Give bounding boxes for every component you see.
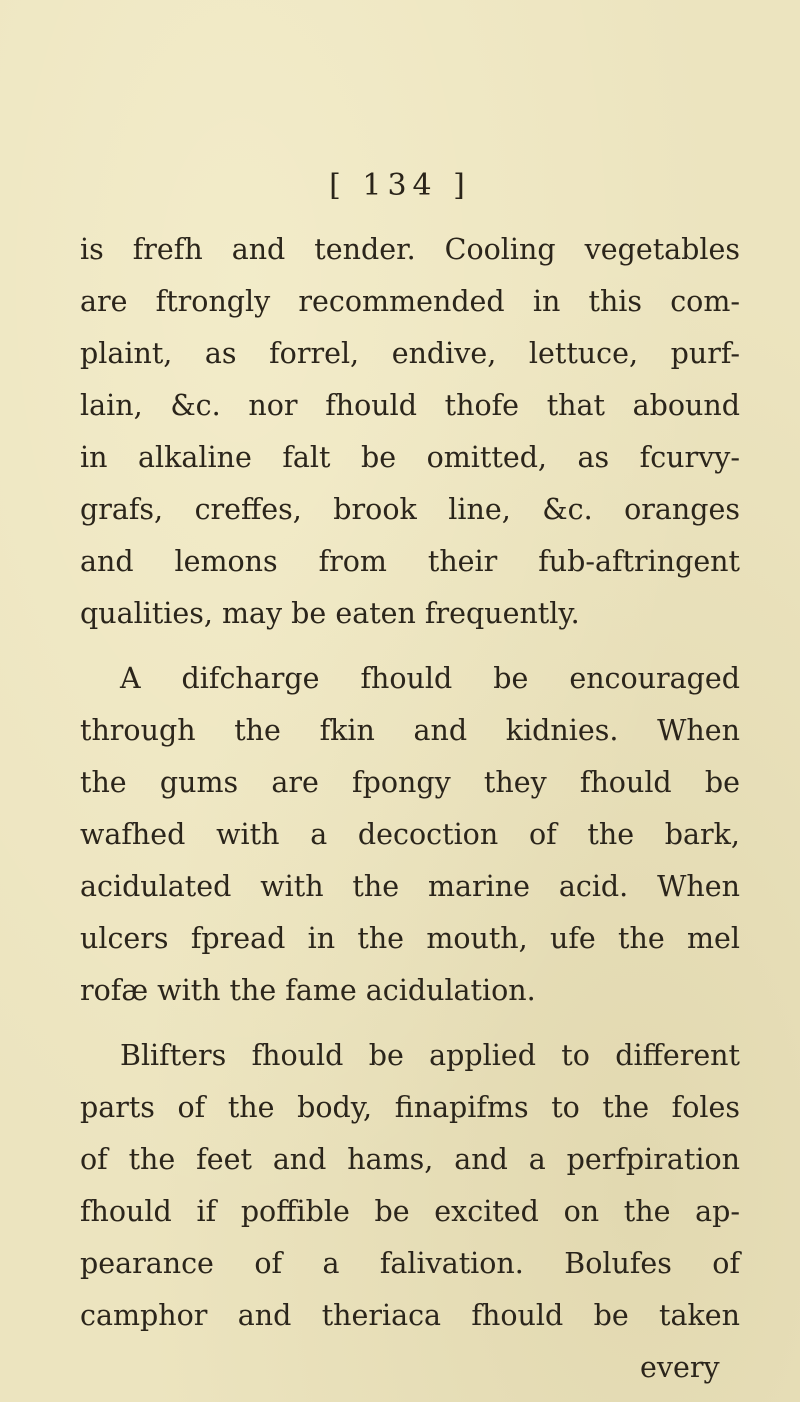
text-line: and lemons from their fub-aftringent <box>80 545 740 578</box>
text-line: acidulated with the marine acid. When <box>80 870 740 903</box>
text-line: pearance of a falivation. Bolufes of <box>80 1247 740 1280</box>
text-line: camphor and theriaca fhould be taken <box>80 1299 740 1332</box>
text-line: are ftrongly recommended in this com- <box>80 285 740 318</box>
text-line: wafhed with a decoction of the bark, <box>80 818 740 851</box>
text-line: the gums are fpongy they fhould be <box>80 766 740 799</box>
text-line: plaint, as forrel, endive, lettuce, purf- <box>80 337 740 370</box>
text-line: in alkaline falt be omitted, as fcurvy- <box>80 441 740 474</box>
text-line: ulcers fpread in the mouth, ufe the mel <box>80 922 740 955</box>
text-line: parts of the body, finapifms to the foles <box>80 1091 740 1124</box>
text-line: of the feet and hams, and a perfpiration <box>80 1143 740 1176</box>
text-line: Blifters fhould be applied to different <box>120 1039 740 1072</box>
catchword: every <box>640 1351 720 1384</box>
text-line: rofæ with the fame acidulation. <box>80 974 536 1007</box>
text-line: grafs, creffes, brook line, &c. oranges <box>80 493 740 526</box>
text-line: is frefh and tender. Cooling vegetables <box>80 233 740 266</box>
text-line: fhould if poffible be excited on the ap- <box>80 1195 740 1228</box>
text-line: A difcharge fhould be encouraged <box>120 662 740 695</box>
text-line: through the fkin and kidnies. When <box>80 714 740 747</box>
text-line: lain, &c. nor fhould thofe that abound <box>80 389 740 422</box>
page-number: [ 134 ] <box>329 168 471 203</box>
text-line: qualities, may be eaten frequently. <box>80 597 580 630</box>
